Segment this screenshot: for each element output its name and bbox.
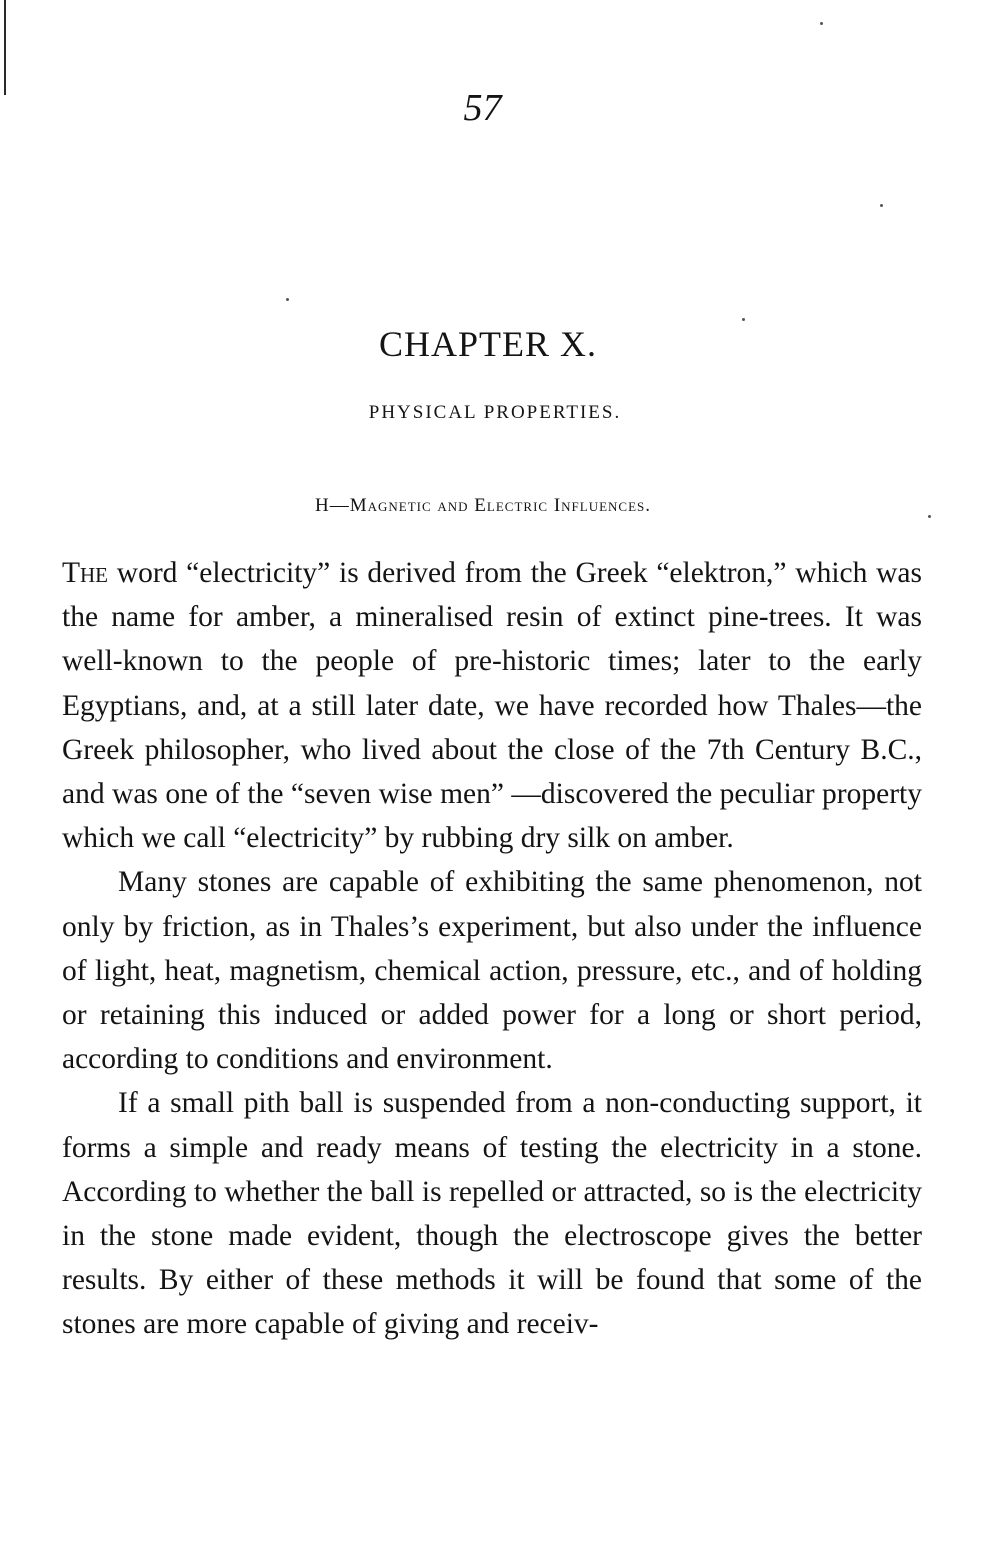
page-number: 57 (463, 87, 502, 129)
chapter-title: CHAPTER X. (378, 324, 598, 364)
paragraph-3: If a small pith ball is suspended from a non-conducting support, it forms a simple and ready means of testing the electricity in a stone. According to whether the ball is repelled or attracted, so is the electricity in the stone made evident, though the electroscope gives the better results. By either of these methods it will be found that some of the stones are more capable of giving and receiv- (62, 1087, 922, 1341)
subsection-title: H—Magnetic and Electric Influences. (314, 495, 652, 516)
page-edge-line (4, 0, 6, 95)
paragraph-lead-word: The (62, 557, 109, 589)
paragraph-1-text: word “electricity” is derived from the Greek “elektron,” which was the name for amber, a mineralised resin of extinct pine-trees. It was well-known to the people of pre-historic times; later to the early Egyptians, and, at a still later date, we have recorded how Thales—the Greek philosopher, who lived about the close of the 7th Century B.C., and was one of the “seven wise men” —discovered the peculiar property which we call “electricity” by rubbing dry silk on amber. (62, 557, 922, 855)
print-speck (742, 318, 745, 321)
paragraph-2: Many stones are capable of exhibiting the same phenomenon, not only by friction, as in Thales’s experiment, but also under the influence of light, heat, magnetism, chemical action, pressure, etc., and of holding or retaining this induced or added power for a long or short period, according to conditions and environment. (62, 866, 922, 1076)
paragraph-1 (62, 551, 922, 860)
print-speck (820, 22, 823, 25)
body-text (62, 551, 922, 1347)
print-speck (880, 204, 883, 207)
print-speck (286, 298, 289, 301)
section-title: PHYSICAL PROPERTIES. (368, 402, 622, 423)
print-speck (928, 515, 931, 518)
